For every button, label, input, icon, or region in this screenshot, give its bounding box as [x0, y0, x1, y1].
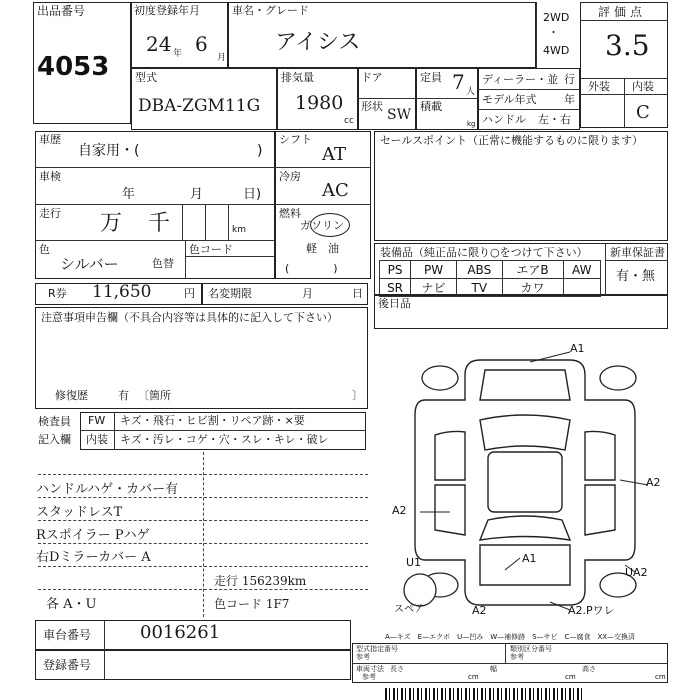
displacement-label: 排気量 [281, 71, 314, 84]
model-year-label: モデル年式 [482, 93, 537, 106]
interior-check-text: キズ・汚レ・コゲ・穴・スレ・キレ・破レ [120, 433, 329, 446]
barcode [385, 688, 585, 700]
warranty-label: 新車保証書 [610, 246, 665, 259]
repaint-label: 色替 [152, 257, 174, 270]
dealer-label: ディーラー・並 [482, 73, 559, 86]
km-unit: km [232, 225, 246, 235]
equipment-row [380, 261, 601, 279]
inspector-label: 検査員 [38, 415, 71, 428]
dims-label: 車両寸法 [356, 665, 384, 673]
damage-mark: A1 [522, 552, 537, 565]
deadline-month: 月 [302, 287, 313, 300]
interior-label: 内装 [632, 80, 654, 93]
place-close: 〕 [352, 389, 363, 402]
displacement-value: 1980 [295, 92, 344, 114]
recycle-label: R券 [48, 287, 67, 300]
mileage-man: 万 [100, 211, 123, 236]
equipment-item: エアB [502, 261, 563, 279]
chassis-label: 車台番号 [43, 628, 92, 642]
history-close: ) [257, 143, 263, 159]
repair-value: 有 [118, 389, 129, 402]
warranty-value: 有・無 [616, 269, 656, 284]
fuel-diesel: 軽 油 [306, 242, 339, 255]
fuel-circle [310, 213, 350, 237]
remark-line: ハンドルハゲ・カバー有 [36, 482, 179, 497]
cc-unit: cc [344, 116, 354, 126]
remark-line: スタッドレスT [36, 505, 123, 520]
equipment-item: ナビ [411, 279, 457, 297]
attachment-box [374, 295, 668, 329]
month-unit: 月 [217, 53, 227, 63]
kg-unit: kg [467, 120, 476, 128]
inspection-day: 日) [243, 187, 262, 202]
repair-label: 修復歴 [55, 389, 88, 402]
mileage-label: 走行 [39, 207, 61, 220]
drive-dot: ・ [548, 26, 559, 39]
deadline-day: 日 [352, 287, 363, 300]
sales-point-box [374, 131, 668, 241]
history-value: 自家用・( [78, 143, 140, 159]
lot-label: 出品番号 [37, 4, 86, 18]
drive-2wd: 2WD [543, 11, 570, 24]
model-label: 型式 [135, 71, 157, 84]
registration-year: 24 [146, 32, 172, 56]
capacity-unit: 人 [466, 87, 476, 97]
height-label: 高さ [582, 665, 596, 673]
ref2-label: 類別区分番号 [510, 645, 552, 653]
attachment-label: 後日品 [378, 297, 411, 310]
shape-value: SW [387, 107, 411, 123]
inspection-month: 月 [190, 187, 204, 202]
ref1-label: 型式指定番号 [356, 645, 398, 653]
inspection-label: 車検 [39, 170, 61, 183]
chassis-value: 0016261 [140, 622, 221, 643]
notes-label: 注意事項申告欄（不具合内容等は具体的に記入して下さい） [41, 311, 338, 324]
damage-mark: A2 [472, 604, 487, 617]
score-value: 3.5 [605, 29, 650, 62]
year-unit: 年 [173, 49, 183, 59]
fuel-label: 燃料 [279, 207, 301, 220]
width-unit: cm [565, 673, 576, 681]
equipment-item: TV [456, 279, 502, 297]
equipment-item [563, 279, 601, 297]
interior-grade: C [636, 102, 650, 123]
door-label: ドア [361, 71, 383, 84]
damage-mark: A2 [392, 504, 407, 517]
inspector-label-2: 記入欄 [38, 433, 71, 446]
place-label: 〔箇所 [138, 389, 171, 402]
equipment-item: カワ [502, 279, 563, 297]
remark-line: Rスポイラー Pハゲ [36, 528, 150, 543]
inspection-year: 年 [122, 187, 136, 202]
height-unit: cm [655, 673, 666, 681]
equipment-item: AW [563, 261, 601, 279]
equipment-item: PS [380, 261, 411, 279]
sales-point-label: セールスポイント（正常に機能するものに限ります） [380, 134, 644, 147]
dims-ref: 参考 [362, 673, 376, 681]
shift-value: AT [322, 144, 347, 165]
recycle-value: 11,650 [92, 282, 152, 302]
car-name-label: 車名・グレード [232, 4, 309, 17]
exterior-label: 外装 [588, 80, 610, 93]
fuel-gasoline: ガソリン [300, 219, 344, 232]
equipment-table [379, 260, 601, 297]
handle-label: ハンドル [482, 113, 526, 126]
fw-label: FW [88, 414, 106, 427]
model-value: DBA-ZGM11G [138, 96, 261, 116]
ac-label: 冷房 [279, 170, 301, 183]
fw-text: キズ・飛石・ヒビ割・リペア跡・×要 [120, 414, 305, 427]
car-name: アイシス [275, 30, 361, 55]
capacity-label: 定員 [420, 71, 442, 84]
deadline-label: 名変期限 [208, 287, 252, 300]
score-label: 評価点 [598, 5, 647, 19]
length-label: 長さ [390, 665, 404, 673]
damage-mark: UA2 [625, 566, 648, 579]
history-label: 車歴 [39, 133, 61, 146]
lot-number: 4053 [37, 52, 110, 82]
registration-month: 6 [195, 32, 208, 56]
fuel-paren: ( ) [285, 262, 338, 275]
width-label: 幅 [490, 665, 497, 673]
color-label: 色 [39, 243, 50, 256]
equipment-item: PW [411, 261, 457, 279]
car-damage-diagram [380, 340, 680, 630]
ref2-sub: 参考 [510, 653, 524, 661]
load-label: 積載 [420, 100, 442, 113]
capacity-value: 7 [452, 70, 465, 94]
remark-line: 右Dミラーカバー A [36, 550, 151, 565]
damage-mark: A2.Pワレ [568, 604, 615, 617]
damage-legend: A—キズ E—エクボ U—凹み W—補修跡 S—サビ C—腐食 XX—交換済 [385, 633, 636, 641]
recycle-yen: 円 [184, 287, 195, 300]
equipment-label: 装備品（純正品に限り○をつけて下さい） [380, 246, 588, 259]
equipment-item: SR [380, 279, 411, 297]
damage-mark: U1 [406, 556, 422, 569]
dealer-mark: 行 [564, 73, 575, 86]
remark-line: 各 A・U [46, 597, 97, 612]
ac-value: AC [322, 180, 349, 201]
ref1-sub: 参考 [356, 653, 370, 661]
length-unit: cm [468, 673, 479, 681]
model-year-unit: 年 [564, 93, 575, 106]
drive-4wd: 4WD [543, 44, 570, 57]
damage-mark: A2 [646, 476, 661, 489]
equipment-item: ABS [456, 261, 502, 279]
equipment-row [380, 279, 601, 297]
interior-check-label: 内装 [86, 433, 108, 446]
reg-number-label: 登録番号 [43, 658, 92, 672]
shape-label: 形状 [361, 100, 383, 113]
distance-note: 走行 156239km [214, 574, 307, 588]
registration-label: 初度登録年月 [134, 4, 200, 17]
color-value: シルバー [60, 255, 119, 273]
color-code-note: 色コード 1F7 [214, 597, 290, 611]
mileage-sen: 千 [148, 211, 171, 236]
color-code-label: 色コード [189, 243, 233, 256]
spare-label: スペア [394, 604, 424, 615]
handle-value: 左・右 [538, 113, 571, 126]
shift-label: シフト [279, 133, 312, 146]
damage-mark: A1 [570, 342, 585, 355]
